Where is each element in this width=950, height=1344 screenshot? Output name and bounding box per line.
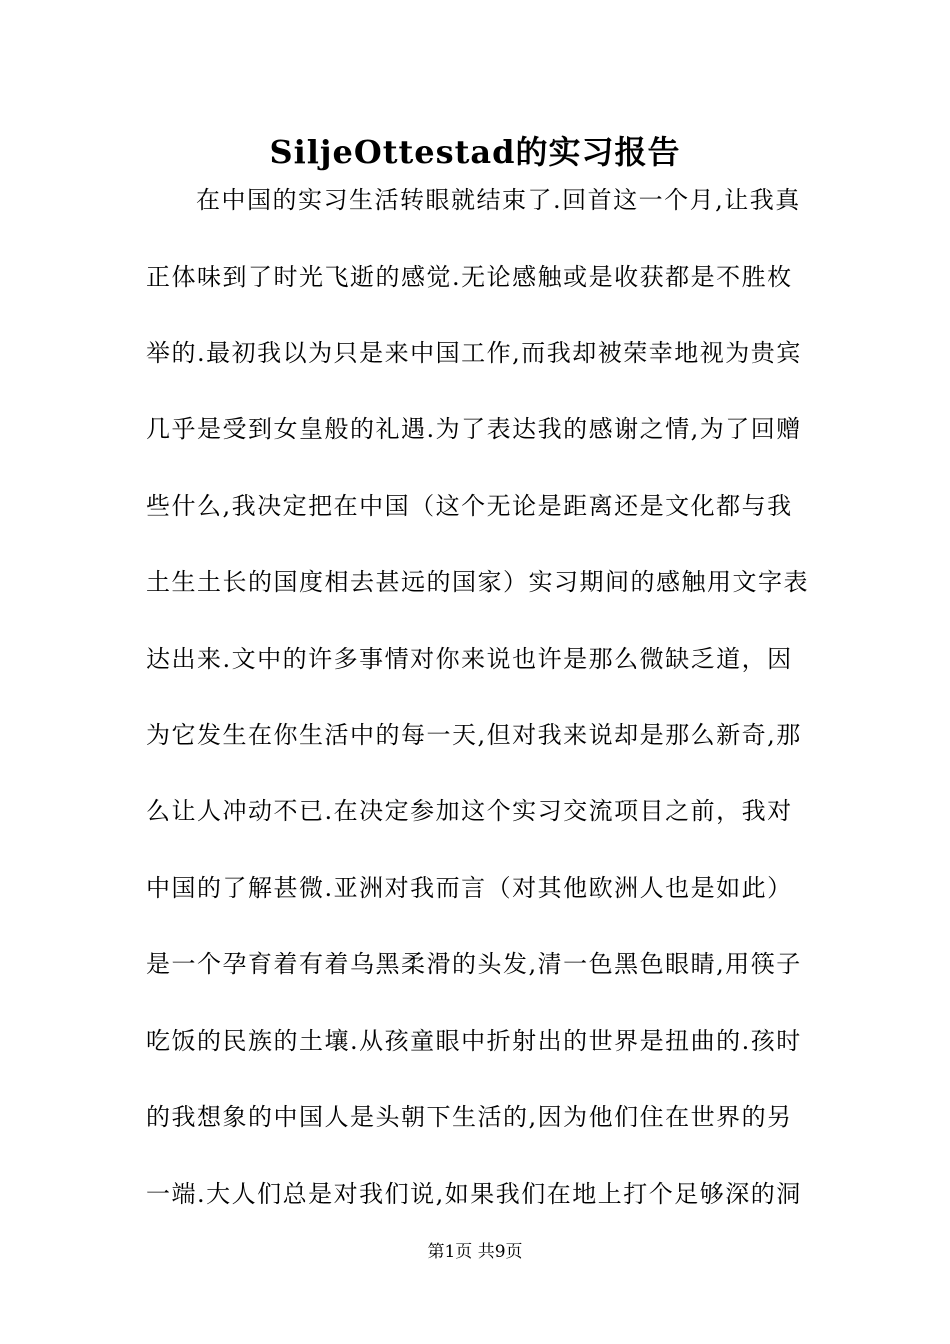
paragraph-line: 土生土长的国度相去甚远的国家）实习期间的感触用文字表 <box>146 568 809 596</box>
paragraph-line: 在中国的实习生活转眼就结束了.回首这一个月,让我真 <box>196 186 801 214</box>
paragraph-line: 为它发生在你生活中的每一天,但对我来说却是那么新奇,那 <box>146 721 802 749</box>
page-footer: 第1页 共9页 <box>427 1242 523 1262</box>
paragraph-line: 么让人冲动不已.在决定参加这个实习交流项目之前，我对 <box>146 797 793 825</box>
paragraph-line: 的我想象的中国人是头朝下生活的,因为他们住在世界的另 <box>146 1103 793 1131</box>
paragraph-line: 是一个孕育着有着乌黑柔滑的头发,清一色黑色眼睛,用筷子 <box>146 950 802 978</box>
document-title: SiljeOttestad的实习报告 <box>269 133 681 171</box>
paragraph-line: 正体味到了时光飞逝的感觉.无论感触或是收获都是不胜枚 <box>146 263 793 291</box>
paragraph-line: 一端.大人们总是对我们说,如果我们在地上打个足够深的洞 <box>146 1180 802 1208</box>
paragraph-line: 举的.最初我以为只是来中国工作,而我却被荣幸地视为贵宾 <box>146 339 802 367</box>
paragraph-line: 中国的了解甚微.亚洲对我而言（对其他欧洲人也是如此） <box>146 874 793 902</box>
paragraph-line: 吃饭的民族的土壤.从孩童眼中折射出的世界是扭曲的.孩时 <box>146 1027 802 1055</box>
paragraph-line: 些什么,我决定把在中国（这个无论是距离还是文化都与我 <box>146 492 793 520</box>
paragraph-line: 几乎是受到女皇般的礼遇.为了表达我的感谢之情,为了回赠 <box>146 415 802 443</box>
paragraph-line: 达出来.文中的许多事情对你来说也许是那么微缺乏道，因 <box>146 645 793 673</box>
